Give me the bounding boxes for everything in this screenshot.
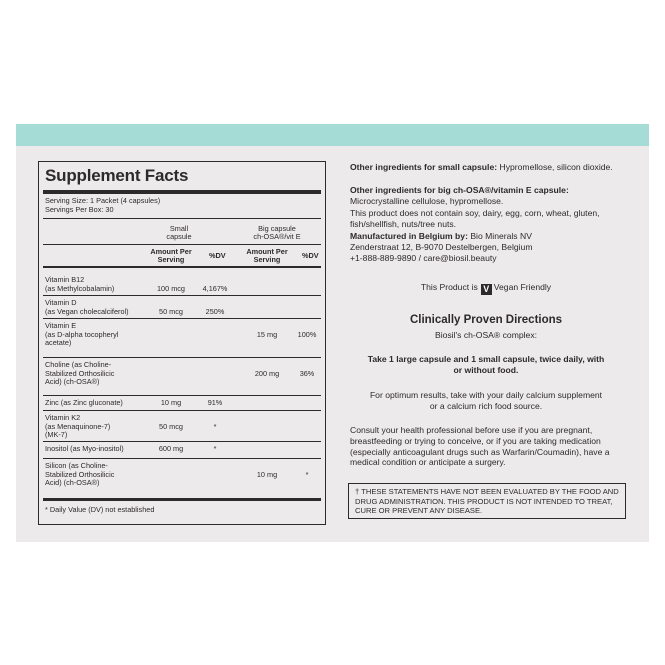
vegan-prefix: This Product is xyxy=(420,282,478,292)
nutrient-name: (MK-7) xyxy=(45,430,68,440)
big-amount: 200 mg xyxy=(254,368,280,378)
vegan-friendly-line xyxy=(350,282,622,295)
title-rule xyxy=(43,190,321,194)
col-big-header-2: ch-OSA®/vit E xyxy=(253,232,301,241)
col-small-header-2: capsule xyxy=(166,232,192,241)
nutrient-name: (as Vegan cholecalciferol) xyxy=(45,306,129,316)
nutrient-name: Vitamin K2 xyxy=(45,413,81,422)
row-divider xyxy=(43,458,321,459)
row-divider xyxy=(43,410,321,411)
col-big-header-1: Big capsule xyxy=(258,224,296,233)
small-amount-header-2: Serving xyxy=(157,255,185,264)
small-ingredients-text: Hypromellose, silicon dioxide. xyxy=(497,162,613,172)
nutrient-name: Vitamin E xyxy=(45,321,77,330)
fda-disclaimer-box xyxy=(348,483,626,519)
small-amount-header-1: Amount Per xyxy=(150,247,192,256)
small-ingredients-label: Other ingredients for small capsule: xyxy=(350,162,498,172)
nutrient-name: Inositol (as Myo-inositol) xyxy=(45,444,124,453)
directions-subtitle: Biosil's ch-OSA® complex: xyxy=(434,330,538,340)
small-dv: 91% xyxy=(207,398,223,407)
big-capsule-ingredients xyxy=(350,185,622,207)
big-ingredients-text: Microcrystalline cellulose, hypromellose. xyxy=(350,195,504,206)
big-amount-header-2: Serving xyxy=(253,255,281,264)
manufactured-label: Manufactured in Belgium by: xyxy=(350,231,468,241)
small-dv: 250% xyxy=(205,306,225,316)
small-dv-header: %DV xyxy=(209,251,226,260)
serving-size: Serving Size: 1 Packet (4 capsules) xyxy=(45,196,161,205)
small-dv: * xyxy=(213,421,217,431)
row-divider xyxy=(43,357,321,358)
col-small-header-1: Small xyxy=(169,224,189,233)
servings-per-box: Servings Per Box: 30 xyxy=(45,205,114,214)
supplement-facts-title: Supplement Facts xyxy=(45,166,189,185)
big-dv: 100% xyxy=(297,329,317,339)
small-capsule-ingredients xyxy=(350,162,622,173)
nutrient-name: Acid) (ch-OSA®) xyxy=(45,377,100,387)
label-panel xyxy=(16,124,649,542)
nutrient-name: (as Methylcobalamin) xyxy=(45,283,115,293)
small-amount: 50 mcg xyxy=(159,306,183,316)
big-dv: * xyxy=(305,469,309,479)
row-divider xyxy=(43,295,321,296)
nutrient-name: Vitamin D xyxy=(45,298,77,307)
small-amount: 100 mcg xyxy=(157,283,185,293)
big-amount: 10 mg xyxy=(256,469,278,479)
manufacturer-contact: +1-888-889-9890 / care@biosil.beauty xyxy=(350,252,497,263)
fda-disclaimer-text: † THESE STATEMENTS HAVE NOT BEEN EVALUATED BY THE FOOD AND DRUG ADMINISTRATION. THIS PRODUCT IS NOT INTENDED TO TREAT, CURE OR PREVENT ANY DISEASE. xyxy=(355,487,619,516)
teal-band xyxy=(16,124,649,146)
directions-title: Clinically Proven Directions xyxy=(409,314,563,326)
nutrient-name: Choline (as Choline- xyxy=(45,360,112,369)
allergen-statement: This product does not contain soy, dairy, egg, corn, wheat, gluten, fish/shellfish, nuts/tree nuts. xyxy=(350,208,600,229)
nutrient-name: Acid) (ch-OSA®) xyxy=(45,478,100,488)
consult-warning: Consult your health professional before use if you are pregnant, breastfeeding or trying to conceive, or if you are taking medication (especially anticoagulant drugs such as Warfarin/Coumadin), have a medical condition or anticipate a surgery. xyxy=(350,425,610,468)
manufacturer-info xyxy=(350,231,622,263)
small-amount: 50 mcg xyxy=(159,421,183,431)
optimum-results-text: For optimum results, take with your daily calcium supplement or a calcium rich food source. xyxy=(369,390,603,411)
nutrient-name: acetate) xyxy=(45,338,72,348)
nutrient-name: Stabilized Orthosilicic xyxy=(45,469,115,479)
big-amount: 15 mg xyxy=(256,329,278,339)
nutrient-name: Vitamin B12 xyxy=(45,275,85,284)
manufacturer-name: Bio Minerals NV xyxy=(467,231,532,241)
small-dv: 4,167% xyxy=(202,283,228,293)
nutrient-name: (as D-alpha tocopheryl xyxy=(45,329,119,339)
bottom-rule xyxy=(43,498,321,501)
subheader-rule xyxy=(43,244,321,245)
directions-text: Take 1 large capsule and 1 small capsule, twice daily, with or without food. xyxy=(367,354,605,375)
row-divider xyxy=(43,395,321,396)
vegan-v-icon: V xyxy=(481,284,492,295)
nutrient-name: Stabilized Orthosilicic xyxy=(45,368,115,378)
nutrient-name: (as Menaquinone-7) xyxy=(45,421,111,431)
nutrient-name: Zinc (as Zinc gluconate) xyxy=(45,398,123,407)
dv-footnote: * Daily Value (DV) not established xyxy=(45,505,155,514)
small-amount: 600 mg xyxy=(158,444,184,453)
manufacturer-address: Zenderstraat 12, B-9070 Destelbergen, Belgium xyxy=(350,241,533,252)
header-rule xyxy=(43,218,321,219)
small-amount: 10 mg xyxy=(160,398,182,407)
small-dv: * xyxy=(213,444,217,453)
big-ingredients-label: Other ingredients for big ch-OSA®/vitamin E capsule: xyxy=(350,185,569,195)
big-amount-header-1: Amount Per xyxy=(246,247,288,256)
vegan-suffix: Vegan Friendly xyxy=(493,282,552,292)
thick-rule xyxy=(43,266,321,268)
supplement-facts-box xyxy=(38,161,326,525)
row-divider xyxy=(43,441,321,442)
nutrient-name: Silicon (as Choline- xyxy=(45,461,108,470)
big-dv: 36% xyxy=(299,368,315,378)
row-divider xyxy=(43,318,321,319)
big-dv-header: %DV xyxy=(302,251,319,260)
